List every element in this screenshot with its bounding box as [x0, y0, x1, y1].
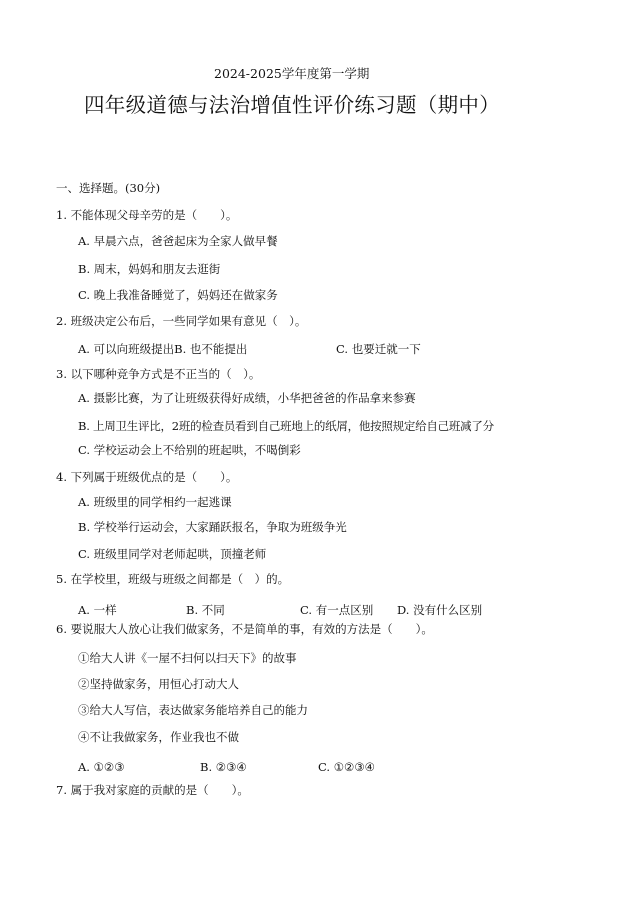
- question-stem: 7. 属于我对家庭的贡献的是（ ）。: [56, 783, 249, 797]
- option-b: B. 周末，妈妈和朋友去逛街: [78, 262, 221, 276]
- option-b: B. ②③④: [200, 760, 247, 774]
- question-stem: 4. 下列属于班级优点的是（ ）。: [56, 470, 238, 484]
- option-c: C. 晚上我准备睡觉了，妈妈还在做家务: [78, 288, 278, 302]
- option-a: A. 班级里的同学相约一起逃课: [78, 495, 232, 509]
- statement-item: ①给大人讲《一屋不扫何以扫天下》的故事: [78, 651, 297, 665]
- option-a: A. ①②③: [78, 760, 125, 774]
- option-c: C. 有一点区别: [300, 603, 374, 617]
- question-stem: 6. 要说服大人放心让我们做家务，不是简单的事，有效的方法是（ ）。: [56, 622, 433, 636]
- statement-item: ②坚持做家务，用恒心打动大人: [78, 677, 239, 691]
- option-a: A. 摄影比赛，为了让班级获得好成绩，小华把爸爸的作品拿来参赛: [78, 391, 416, 405]
- page-title: 四年级道德与法治增值性评价练习题（期中）: [84, 93, 500, 117]
- section-heading: 一、选择题。(30分): [56, 181, 161, 195]
- option-c: C. 班级里同学对老师起哄，顶撞老师: [78, 547, 267, 561]
- term-subtitle: 2024-2025学年度第一学期: [214, 66, 370, 81]
- question-stem: 1. 不能体现父母辛劳的是（ ）。: [56, 208, 238, 222]
- option-a: A. 早晨六点，爸爸起床为全家人做早餐: [78, 234, 278, 248]
- option-b: B. 上周卫生评比，2班的检查员看到自己班地上的纸屑，他按照规定给自己班减了分: [78, 419, 494, 433]
- option-b: B. 不同: [186, 603, 225, 617]
- option-c: C. 也要迁就一下: [336, 342, 421, 356]
- question-stem: 5. 在学校里，班级与班级之间都是（ ）的。: [56, 572, 290, 586]
- option-d: D. 没有什么区别: [397, 603, 483, 617]
- question-stem: 3. 以下哪种竞争方式是不正当的（ ）。: [56, 367, 261, 381]
- option-b: B. 学校举行运动会，大家踊跃报名，争取为班级争光: [78, 520, 347, 534]
- question-stem: 2. 班级决定公布后，一些同学如果有意见（ ）。: [56, 314, 307, 328]
- statement-item: ③给大人写信，表达做家务能培养自己的能力: [78, 703, 308, 717]
- statement-item: ④不让我做家务，作业我也不做: [78, 730, 239, 744]
- option-a: A. 一样: [78, 603, 117, 617]
- option-ab: A. 可以向班级提出B. 也不能提出: [78, 342, 248, 356]
- option-c: C. 学校运动会上不给别的班起哄，不喝倒彩: [78, 443, 301, 457]
- option-c: C. ①②③④: [318, 760, 375, 774]
